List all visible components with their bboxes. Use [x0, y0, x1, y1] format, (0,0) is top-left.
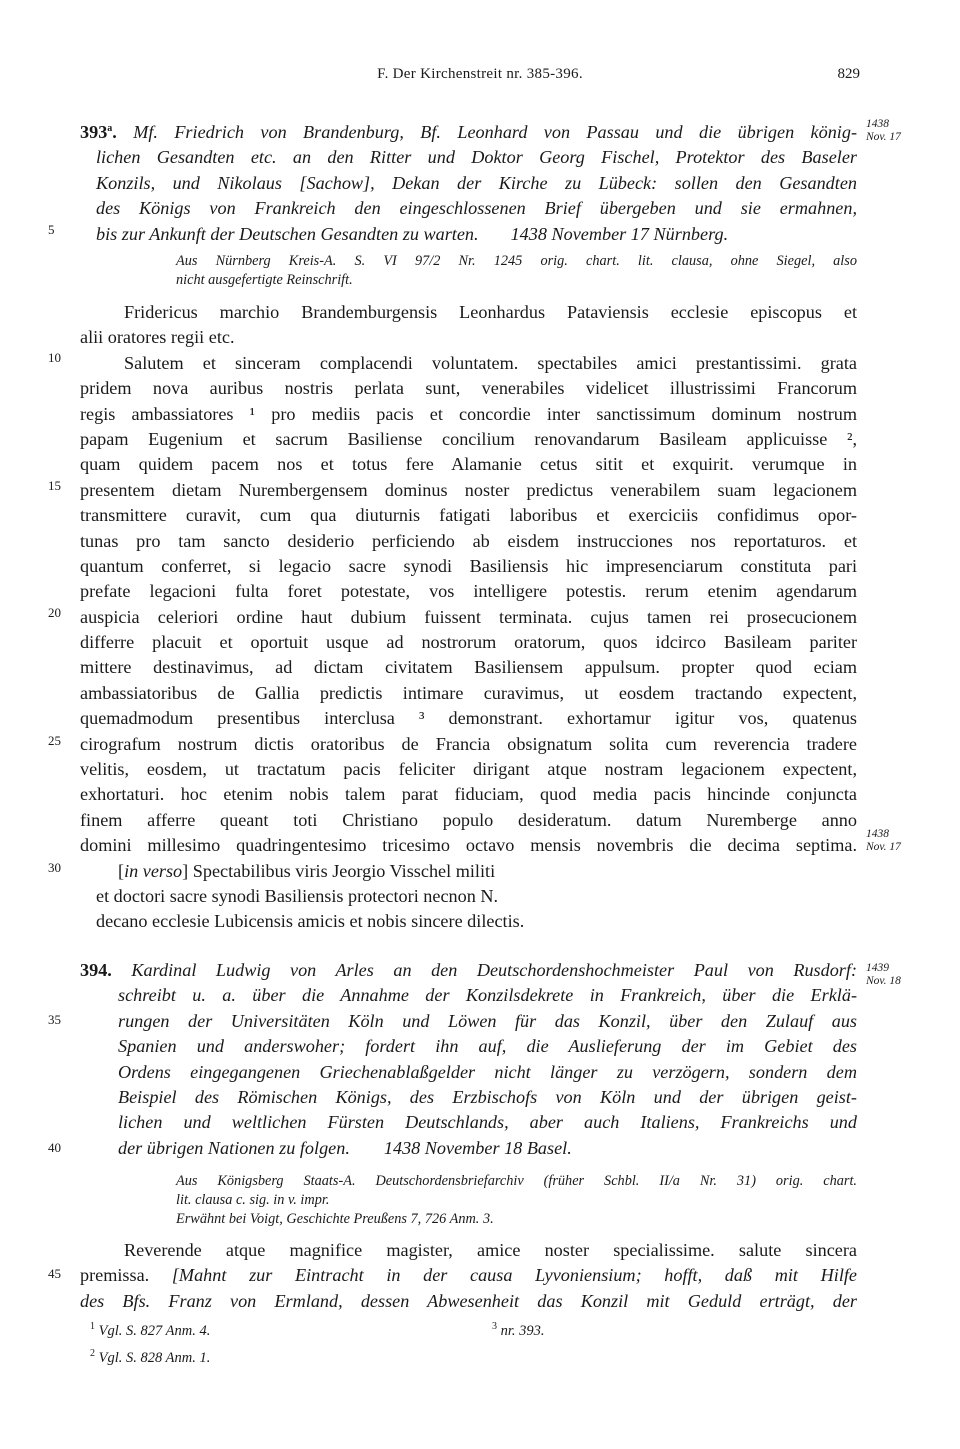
doc-393-regest [80, 120, 857, 247]
doc-393-source [176, 252, 857, 290]
regest-line: Mf. Friedrich von Brandenburg, Bf. Leonhard von Passau und die übrigen könig- [133, 122, 857, 142]
regest-date: 1438 November 17 Nürnberg. [510, 223, 729, 244]
text-line: domini millesimo quadringentesimo tricesimo octavo mensis novembris die decima septima. [80, 835, 857, 856]
regest-line: Ordens eingegangenen Griechenablaßgelder nicht länger zu verzögern, sondern dem [118, 1061, 857, 1082]
text-line: transmittere curavit, cum qua diuturnis fatigati laboribus et exerciciis confidimus opor- [80, 505, 857, 526]
doc-394-regest [80, 958, 857, 1161]
doc-393-number: 393$^a$. [80, 122, 117, 142]
text-line: pridem nova auribus nostris perlata sunt, venerabiles videlicet illustrissimi Francorum [80, 378, 857, 399]
text-line: presentem dietam Nurembergensem dominus noster predictus venerabilem suam legacionem [80, 479, 857, 500]
text-line: prefate legacioni fulta foret potestate, vos intelligere potestis. rerum etenim agendarum [80, 581, 857, 602]
doc-393-text [80, 300, 857, 935]
source-line: lit. clausa c. sig. in v. impr. [176, 1192, 330, 1208]
text-line: regis ambassiatores ¹ pro mediis pacis et concordie inter sanctissimum dominum nostrum [80, 403, 857, 424]
running-header [0, 66, 960, 88]
regest-date: 1438 November 18 Basel. [383, 1137, 572, 1158]
line-number: 45 [48, 1266, 61, 1281]
line-number: 20 [48, 605, 61, 620]
line-number: 35 [48, 1012, 61, 1027]
text-line: premissa. [Mahnt zur Eintracht in der causa Lyvoniensium; hofft, daß mit Hilfe [80, 1265, 857, 1286]
text-line: quam quidem pacem nos et totus fere Alamanie cetus sitit et exquirit. verumque in [80, 454, 857, 475]
regest-line: lichen und weltlichen Fürsten Deutschlands, aber auch Italiens, Frankreichs und [118, 1112, 857, 1133]
footnote: $^2$ Vgl. S. 828 Anm. 1. [90, 1348, 211, 1366]
regest-final-line: der übrigen Nationen zu folgen. 1438 November 18 Basel. [118, 1137, 572, 1158]
text-line: mittere destinavimus, ad dictam civitatem Basiliensem appulsum. propter quod eciam [80, 657, 857, 678]
source-line: Erwähnt bei Voigt, Geschichte Preußens 7, 726 Anm. 3. [176, 1211, 494, 1227]
regest-final-line: bis zur Ankunft der Deutschen Gesandten zu warten. 1438 November 17 Nürnberg. [96, 223, 729, 244]
margin-date: 1438 Nov. 17 [866, 828, 901, 853]
regest-line: lichen Gesandten etc. an den Ritter und Doktor Georg Fischel, Protektor des Baseler [96, 147, 857, 168]
text-line: des Bfs. Franz von Ermland, dessen Abwesenheit das Konzil mit Geduld erträgt, der [80, 1290, 857, 1311]
text-line: velitis, eosdem, ut tractatum pacis feliciter dirigant atque nostram legacionem expectent, [80, 759, 857, 780]
running-title: F. Der Kirchenstreit nr. 385-396. [377, 66, 583, 82]
source-line: Aus Königsberg Staats-A. Deutschordensbriefarchiv (früher Schbl. II/a Nr. 31) orig. chart. [176, 1173, 857, 1189]
source-line: Aus Nürnberg Kreis-A. S. VI 97/2 Nr. 1245 orig. chart. lit. clausa, ohne Siegel, also [176, 253, 857, 269]
text-line: Reverende atque magnifice magister, amice noster specialissime. salute sincera [124, 1240, 857, 1260]
regest-line: Kardinal Ludwig von Arles an den Deutschordenshochmeister Paul von Rusdorf: [131, 960, 857, 980]
footnote: $^1$ Vgl. S. 827 Anm. 4. [90, 1321, 211, 1339]
regest-line: schreibt u. a. über die Annahme der Konzilsdekrete in Frankreich, über die Erklä- [118, 985, 857, 1006]
text-line: auspicia celeriori ordine haut dubium fuissent terminata. cujus tamen rei prosecucionem [80, 606, 857, 627]
text-line: Salutem et sinceram complacendi voluntatem. spectabiles amici prestantissimi. grata [124, 352, 857, 373]
text-line: exhortaturi. hoc etenim nobis talem parat fiduciam, quod media pacis hincinde conjuncta [80, 784, 857, 805]
text-line: cirografum nostrum dictis oratoribus de Francia obsignatum solita cum reverencia tradere [80, 733, 857, 754]
footnote: $^3$ nr. 393. [492, 1321, 545, 1339]
text-line: quemadmodum presentibus interclusa ³ demonstrant. exhortamur igitur vos, quatenus [80, 708, 857, 729]
line-number: 30 [48, 860, 61, 875]
line-number: 25 [48, 733, 61, 748]
text-line: differre placuit et oportuit usque ad nostrorum oratorum, quos idcirco Basileam pariter [80, 632, 857, 653]
text-line: quantum conferret, si legacio sacre synodi Basiliensis hic impresenciarum constituta pari [80, 555, 857, 576]
regest-line: Beispiel des Römischen Königs, des Erzbischofs von Köln und der übrigen geist- [118, 1086, 857, 1107]
address-prefix: in verso [124, 860, 183, 881]
text-line: alii oratores regii etc. [80, 327, 235, 348]
margin-date: 1439 Nov. 18 [866, 962, 901, 987]
regest-line: des Königs von Frankreich den eingeschlossenen Brief übergeben und sie ermahnen, [96, 198, 857, 219]
text-line: tunas pro tam sancto desiderio perficiendo ab eisdem instrucciones nos reportaturos. et [80, 530, 857, 551]
text-line: Fridericus marchio Brandemburgensis Leonhardus Pataviensis ecclesie episcopus et [124, 302, 857, 322]
regest-line: rungen der Universitäten Köln und Löwen für das Konzil, über den Zulauf aus [118, 1010, 857, 1031]
address-line: [in verso] Spectabilibus viris Jeorgio Visschel militi [118, 860, 496, 881]
text-line: ambassiatoribus de Gallia predictis intimare curavimus, ut eosdem tractando expectent, [80, 682, 857, 703]
text-line: finem afferre queant toti Christiano populo desideratum. datum Nuremberge anno [80, 809, 857, 830]
doc-394-text [80, 1238, 857, 1314]
line-number: 40 [48, 1140, 61, 1155]
page-number: 829 [837, 66, 860, 82]
line-number: 5 [48, 222, 55, 237]
margin-date: 1438 Nov. 17 [866, 118, 901, 143]
regest-line: Spanien und anderswoher; fordert ihn auf, die Auslieferung der im Gebiet des [118, 1036, 857, 1057]
address-line: decano ecclesie Lubicensis amicis et nobis sincere dilectis. [96, 911, 525, 932]
text-line: papam Eugenium et sacrum Basiliense concilium renovandarum Basileam applicuisse ², [80, 428, 857, 449]
line-number: 15 [48, 478, 61, 493]
doc-394-source [176, 1172, 857, 1229]
line-number: 10 [48, 350, 61, 365]
source-line: nicht ausgefertigte Reinschrift. [176, 272, 353, 288]
regest-line: Konzils, und Nikolaus [Sachow], Dekan der Kirche zu Lübeck: sollen den Gesandten [96, 172, 857, 193]
doc-394-number: 394. [80, 960, 112, 980]
address-line: et doctori sacre synodi Basiliensis protectori necnon N. [96, 885, 499, 906]
